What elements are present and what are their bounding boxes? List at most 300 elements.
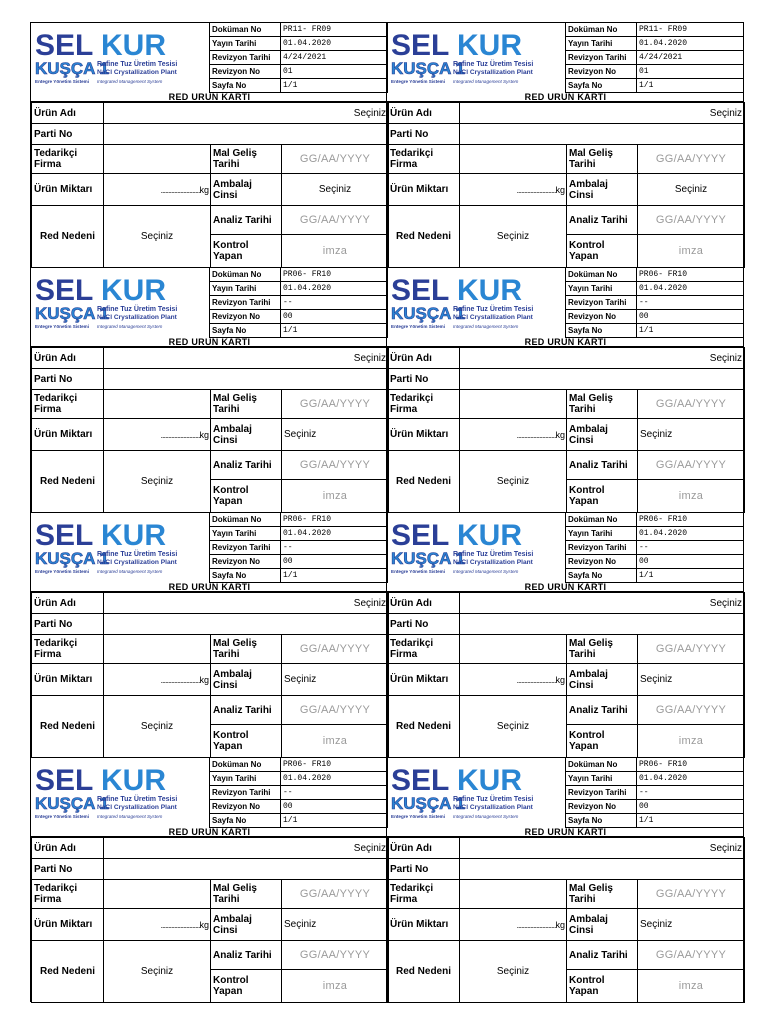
sayfa-no-label: Sayfa No bbox=[566, 569, 637, 583]
svg-text:Rafine Tuz Üretim Tesisi: Rafine Tuz Üretim Tesisi bbox=[453, 306, 534, 313]
red-urun-card bbox=[30, 267, 387, 512]
svg-text:Rafine Tuz Üretim Tesisi: Rafine Tuz Üretim Tesisi bbox=[97, 306, 178, 313]
parti-no-label: Parti No bbox=[32, 369, 104, 390]
yayin-tarihi-value: 01.04.2020 bbox=[637, 772, 744, 786]
card-title: RED URUN KARTI bbox=[31, 827, 388, 837]
red-urun-card bbox=[30, 512, 387, 757]
revizyon-no-label: Revizyon No bbox=[210, 65, 281, 79]
revizyon-no-label: Revizyon No bbox=[210, 555, 281, 569]
tedarikci-firma-field[interactable] bbox=[460, 635, 567, 664]
red-nedeni-label: Red Nedeni bbox=[388, 206, 460, 268]
revizyon-no-label: Revizyon No bbox=[210, 800, 281, 814]
dokuman-no-label: Doküman No bbox=[566, 23, 637, 37]
mal-gelis-tarihi-label: Mal Geliş Tarihi bbox=[567, 635, 638, 664]
revizyon-tarihi-label: Revizyon Tarihi bbox=[210, 541, 281, 555]
yayin-tarihi-value: 01.04.2020 bbox=[281, 772, 388, 786]
revizyon-tarihi-value: -- bbox=[281, 296, 388, 310]
svg-text:SEL: SEL bbox=[391, 520, 450, 552]
selkur-logo bbox=[31, 512, 209, 582]
ambalaj-cinsi-label: Ambalaj Cinsi bbox=[211, 174, 282, 206]
revizyon-no-value: 01 bbox=[637, 65, 744, 79]
svg-text:Integrated Management System: Integrated Management System bbox=[453, 79, 519, 84]
urun-miktari-field[interactable] bbox=[104, 909, 211, 941]
dotted-line: .......................... bbox=[160, 919, 200, 930]
urun-miktari-field[interactable] bbox=[460, 174, 567, 206]
mal-gelis-tarihi-label: Mal Geliş Tarihi bbox=[567, 880, 638, 909]
imza-field[interactable]: imza bbox=[638, 725, 745, 758]
tedarikci-firma-label: Tedarikçi Firma bbox=[32, 390, 104, 419]
document-info-table bbox=[209, 512, 388, 583]
revizyon-no-value: 00 bbox=[637, 555, 744, 569]
card-title: RED URUN KARTI bbox=[387, 92, 744, 102]
parti-no-field[interactable] bbox=[104, 124, 389, 145]
svg-text:NaCl Crystallization Plant: NaCl Crystallization Plant bbox=[97, 314, 177, 321]
svg-text:KUR: KUR bbox=[101, 30, 166, 62]
analiz-tarihi-field[interactable]: GG/AA/YYYY bbox=[638, 206, 745, 235]
svg-text:KUR: KUR bbox=[457, 520, 522, 552]
mal-gelis-tarihi-field[interactable]: GG/AA/YYYY bbox=[282, 390, 389, 419]
red-nedeni-select[interactable]: Seçiniz bbox=[104, 451, 211, 513]
mal-gelis-tarihi-field[interactable]: GG/AA/YYYY bbox=[638, 880, 745, 909]
dokuman-no-value: PR11- FR09 bbox=[281, 23, 388, 37]
yayin-tarihi-value: 01.04.2020 bbox=[637, 527, 744, 541]
kg-unit: kg bbox=[199, 429, 209, 440]
mal-gelis-tarihi-field[interactable]: GG/AA/YYYY bbox=[638, 635, 745, 664]
urun-miktari-label: Ürün Miktarı bbox=[32, 909, 104, 941]
revizyon-tarihi-label: Revizyon Tarihi bbox=[210, 786, 281, 800]
dokuman-no-value: PR11- FR09 bbox=[637, 23, 744, 37]
red-nedeni-select[interactable]: Seçiniz bbox=[104, 206, 211, 268]
svg-text:Rafine Tuz Üretim Tesisi: Rafine Tuz Üretim Tesisi bbox=[97, 551, 178, 558]
kg-unit: kg bbox=[555, 429, 565, 440]
selkur-logo bbox=[387, 267, 565, 337]
ambalaj-cinsi-select[interactable]: Seçiniz bbox=[638, 419, 745, 451]
mal-gelis-tarihi-field[interactable]: GG/AA/YYYY bbox=[282, 635, 389, 664]
analiz-tarihi-field[interactable]: GG/AA/YYYY bbox=[638, 451, 745, 480]
dokuman-no-value: PR06- FR10 bbox=[281, 758, 388, 772]
urun-miktari-field[interactable] bbox=[104, 419, 211, 451]
revizyon-tarihi-label: Revizyon Tarihi bbox=[566, 541, 637, 555]
mal-gelis-tarihi-field[interactable]: GG/AA/YYYY bbox=[282, 880, 389, 909]
kg-unit: kg bbox=[199, 674, 209, 685]
urun-adi-select[interactable]: Seçiniz bbox=[460, 593, 745, 614]
urun-adi-select[interactable]: Seçiniz bbox=[460, 348, 745, 369]
revizyon-tarihi-value: -- bbox=[281, 786, 388, 800]
svg-text:NaCl Crystallization Plant: NaCl Crystallization Plant bbox=[97, 804, 177, 811]
yayin-tarihi-value: 01.04.2020 bbox=[281, 37, 388, 51]
red-nedeni-select[interactable]: Seçiniz bbox=[460, 941, 567, 1003]
parti-no-label: Parti No bbox=[388, 614, 460, 635]
ambalaj-cinsi-select[interactable]: Seçiniz bbox=[638, 664, 745, 696]
urun-miktari-field[interactable] bbox=[460, 419, 567, 451]
yayin-tarihi-label: Yayın Tarihi bbox=[210, 37, 281, 51]
urun-adi-label: Ürün Adı bbox=[32, 348, 104, 369]
parti-no-field[interactable] bbox=[460, 614, 745, 635]
sayfa-no-label: Sayfa No bbox=[566, 814, 637, 828]
kg-unit: kg bbox=[555, 184, 565, 195]
svg-text:Rafine Tuz Üretim Tesisi: Rafine Tuz Üretim Tesisi bbox=[97, 61, 178, 68]
dokuman-no-value: PR06- FR10 bbox=[281, 268, 388, 282]
kg-unit: kg bbox=[555, 919, 565, 930]
tedarikci-firma-field[interactable] bbox=[104, 390, 211, 419]
document-info-table bbox=[209, 757, 388, 828]
parti-no-label: Parti No bbox=[388, 369, 460, 390]
yayin-tarihi-value: 01.04.2020 bbox=[637, 282, 744, 296]
ambalaj-cinsi-select[interactable]: Seçiniz bbox=[638, 174, 745, 206]
sayfa-no-value: 1/1 bbox=[637, 324, 744, 338]
sayfa-no-value: 1/1 bbox=[281, 569, 388, 583]
svg-text:Entegre Yönetim Sistemi: Entegre Yönetim Sistemi bbox=[35, 324, 90, 329]
svg-text:SEL: SEL bbox=[391, 765, 450, 797]
yayin-tarihi-label: Yayın Tarihi bbox=[566, 37, 637, 51]
svg-text:NaCl Crystallization Plant: NaCl Crystallization Plant bbox=[453, 69, 533, 76]
urun-adi-label: Ürün Adı bbox=[388, 103, 460, 124]
red-urun-form bbox=[31, 592, 389, 758]
svg-text:Integrated Management System: Integrated Management System bbox=[453, 569, 519, 574]
mal-gelis-tarihi-label: Mal Geliş Tarihi bbox=[211, 390, 282, 419]
parti-no-field[interactable] bbox=[104, 614, 389, 635]
analiz-tarihi-label: Analiz Tarihi bbox=[211, 696, 282, 725]
analiz-tarihi-field[interactable]: GG/AA/YYYY bbox=[282, 451, 389, 480]
revizyon-tarihi-value: -- bbox=[637, 541, 744, 555]
red-nedeni-select[interactable]: Seçiniz bbox=[104, 696, 211, 758]
card-title: RED URUN KARTI bbox=[387, 582, 744, 592]
card-header bbox=[387, 22, 744, 92]
kontrol-yapan-label: Kontrol Yapan bbox=[567, 970, 638, 1003]
svg-text:Integrated Management System: Integrated Management System bbox=[97, 569, 163, 574]
dokuman-no-label: Doküman No bbox=[210, 23, 281, 37]
analiz-tarihi-label: Analiz Tarihi bbox=[567, 696, 638, 725]
svg-text:KUŞÇA 1: KUŞÇA 1 bbox=[35, 304, 109, 323]
urun-miktari-label: Ürün Miktarı bbox=[32, 419, 104, 451]
imza-field[interactable]: imza bbox=[282, 725, 389, 758]
mal-gelis-tarihi-field[interactable]: GG/AA/YYYY bbox=[638, 145, 745, 174]
red-nedeni-label: Red Nedeni bbox=[388, 941, 460, 1003]
sayfa-no-label: Sayfa No bbox=[566, 79, 637, 93]
dokuman-no-label: Doküman No bbox=[210, 268, 281, 282]
imza-field[interactable]: imza bbox=[282, 970, 389, 1003]
dokuman-no-value: PR06- FR10 bbox=[281, 513, 388, 527]
tedarikci-firma-field[interactable] bbox=[460, 880, 567, 909]
card-row bbox=[30, 22, 744, 267]
svg-text:KUŞÇA 1: KUŞÇA 1 bbox=[35, 59, 109, 78]
document-info-table bbox=[565, 512, 744, 583]
analiz-tarihi-field[interactable]: GG/AA/YYYY bbox=[282, 696, 389, 725]
ambalaj-cinsi-select[interactable]: Seçiniz bbox=[282, 174, 389, 206]
svg-text:KUŞÇA 1: KUŞÇA 1 bbox=[35, 794, 109, 813]
dotted-line: .......................... bbox=[516, 429, 556, 440]
imza-field[interactable]: imza bbox=[282, 480, 389, 513]
imza-field[interactable]: imza bbox=[282, 235, 389, 268]
tedarikci-firma-label: Tedarikçi Firma bbox=[388, 635, 460, 664]
ambalaj-cinsi-label: Ambalaj Cinsi bbox=[211, 419, 282, 451]
svg-text:SEL: SEL bbox=[35, 765, 94, 797]
revizyon-no-value: 00 bbox=[637, 310, 744, 324]
card-header bbox=[31, 757, 388, 827]
red-urun-card bbox=[387, 512, 744, 757]
urun-miktari-field[interactable] bbox=[460, 664, 567, 696]
document-info-table bbox=[565, 757, 744, 828]
dotted-line: .......................... bbox=[516, 674, 556, 685]
parti-no-label: Parti No bbox=[388, 124, 460, 145]
revizyon-no-label: Revizyon No bbox=[210, 310, 281, 324]
tedarikci-firma-field[interactable] bbox=[104, 880, 211, 909]
analiz-tarihi-field[interactable]: GG/AA/YYYY bbox=[638, 941, 745, 970]
revizyon-tarihi-value: 4/24/2021 bbox=[281, 51, 388, 65]
mal-gelis-tarihi-label: Mal Geliş Tarihi bbox=[211, 635, 282, 664]
tedarikci-firma-label: Tedarikçi Firma bbox=[32, 145, 104, 174]
yayin-tarihi-label: Yayın Tarihi bbox=[210, 282, 281, 296]
analiz-tarihi-label: Analiz Tarihi bbox=[567, 206, 638, 235]
sayfa-no-value: 1/1 bbox=[637, 814, 744, 828]
urun-adi-label: Ürün Adı bbox=[388, 348, 460, 369]
red-urun-card bbox=[30, 757, 387, 1002]
svg-text:Integrated Management System: Integrated Management System bbox=[97, 324, 163, 329]
revizyon-no-value: 00 bbox=[637, 800, 744, 814]
svg-text:SEL: SEL bbox=[35, 30, 94, 62]
red-nedeni-select[interactable]: Seçiniz bbox=[460, 206, 567, 268]
sayfa-no-value: 1/1 bbox=[281, 79, 388, 93]
dotted-line: .......................... bbox=[516, 184, 556, 195]
analiz-tarihi-field[interactable]: GG/AA/YYYY bbox=[638, 696, 745, 725]
red-nedeni-select[interactable]: Seçiniz bbox=[104, 941, 211, 1003]
svg-text:Rafine Tuz Üretim Tesisi: Rafine Tuz Üretim Tesisi bbox=[453, 796, 534, 803]
svg-text:NaCl Crystallization Plant: NaCl Crystallization Plant bbox=[97, 69, 177, 76]
mal-gelis-tarihi-label: Mal Geliş Tarihi bbox=[211, 145, 282, 174]
svg-text:KUŞÇA 1: KUŞÇA 1 bbox=[391, 794, 465, 813]
tedarikci-firma-label: Tedarikçi Firma bbox=[32, 635, 104, 664]
yayin-tarihi-label: Yayın Tarihi bbox=[566, 527, 637, 541]
mal-gelis-tarihi-label: Mal Geliş Tarihi bbox=[211, 880, 282, 909]
revizyon-tarihi-value: -- bbox=[281, 541, 388, 555]
imza-field[interactable]: imza bbox=[638, 480, 745, 513]
urun-miktari-label: Ürün Miktarı bbox=[388, 664, 460, 696]
urun-adi-select[interactable]: Seçiniz bbox=[104, 838, 389, 859]
revizyon-no-label: Revizyon No bbox=[566, 310, 637, 324]
yayin-tarihi-label: Yayın Tarihi bbox=[566, 772, 637, 786]
revizyon-tarihi-value: 4/24/2021 bbox=[637, 51, 744, 65]
ambalaj-cinsi-select[interactable]: Seçiniz bbox=[282, 419, 389, 451]
red-urun-form bbox=[387, 592, 745, 758]
kontrol-yapan-label: Kontrol Yapan bbox=[211, 970, 282, 1003]
analiz-tarihi-label: Analiz Tarihi bbox=[567, 451, 638, 480]
parti-no-label: Parti No bbox=[32, 859, 104, 880]
svg-text:SEL: SEL bbox=[35, 520, 94, 552]
kontrol-yapan-label: Kontrol Yapan bbox=[567, 725, 638, 758]
red-urun-form bbox=[31, 837, 389, 1003]
sayfa-no-label: Sayfa No bbox=[210, 324, 281, 338]
red-urun-card bbox=[387, 267, 744, 512]
yayin-tarihi-value: 01.04.2020 bbox=[281, 282, 388, 296]
selkur-logo bbox=[31, 757, 209, 827]
kontrol-yapan-label: Kontrol Yapan bbox=[211, 235, 282, 268]
imza-field[interactable]: imza bbox=[638, 970, 745, 1003]
dokuman-no-label: Doküman No bbox=[210, 513, 281, 527]
svg-text:Rafine Tuz Üretim Tesisi: Rafine Tuz Üretim Tesisi bbox=[97, 796, 178, 803]
document-info-table bbox=[565, 22, 744, 93]
urun-adi-select[interactable]: Seçiniz bbox=[104, 103, 389, 124]
urun-miktari-label: Ürün Miktarı bbox=[388, 174, 460, 206]
analiz-tarihi-label: Analiz Tarihi bbox=[211, 941, 282, 970]
revizyon-tarihi-label: Revizyon Tarihi bbox=[566, 786, 637, 800]
tedarikci-firma-field[interactable] bbox=[460, 145, 567, 174]
urun-miktari-label: Ürün Miktarı bbox=[388, 909, 460, 941]
mal-gelis-tarihi-field[interactable]: GG/AA/YYYY bbox=[638, 390, 745, 419]
urun-adi-label: Ürün Adı bbox=[32, 593, 104, 614]
sayfa-no-label: Sayfa No bbox=[566, 324, 637, 338]
red-nedeni-label: Red Nedeni bbox=[32, 941, 104, 1003]
red-urun-card bbox=[30, 22, 387, 267]
ambalaj-cinsi-select[interactable]: Seçiniz bbox=[282, 909, 389, 941]
yayin-tarihi-label: Yayın Tarihi bbox=[210, 527, 281, 541]
card-row bbox=[30, 267, 744, 512]
imza-field[interactable]: imza bbox=[638, 235, 745, 268]
svg-text:Entegre Yönetim Sistemi: Entegre Yönetim Sistemi bbox=[391, 324, 446, 329]
red-urun-form bbox=[387, 837, 745, 1003]
card-header bbox=[387, 267, 744, 337]
yayin-tarihi-label: Yayın Tarihi bbox=[210, 772, 281, 786]
dokuman-no-value: PR06- FR10 bbox=[637, 268, 744, 282]
svg-text:KUŞÇA 1: KUŞÇA 1 bbox=[391, 59, 465, 78]
card-title: RED URUN KARTI bbox=[31, 92, 388, 102]
kontrol-yapan-label: Kontrol Yapan bbox=[211, 725, 282, 758]
revizyon-tarihi-value: -- bbox=[637, 296, 744, 310]
urun-miktari-field[interactable] bbox=[460, 909, 567, 941]
document-info-table bbox=[209, 267, 388, 338]
red-urun-form bbox=[387, 347, 745, 513]
card-header bbox=[31, 22, 388, 92]
ambalaj-cinsi-label: Ambalaj Cinsi bbox=[211, 909, 282, 941]
urun-miktari-label: Ürün Miktarı bbox=[32, 664, 104, 696]
svg-text:Integrated Management System: Integrated Management System bbox=[453, 814, 519, 819]
red-nedeni-select[interactable]: Seçiniz bbox=[460, 451, 567, 513]
svg-text:Integrated Management System: Integrated Management System bbox=[97, 814, 163, 819]
svg-text:Integrated Management System: Integrated Management System bbox=[453, 324, 519, 329]
revizyon-tarihi-label: Revizyon Tarihi bbox=[210, 51, 281, 65]
kg-unit: kg bbox=[199, 184, 209, 195]
dokuman-no-label: Doküman No bbox=[566, 513, 637, 527]
dotted-line: .......................... bbox=[160, 674, 200, 685]
dokuman-no-label: Doküman No bbox=[566, 268, 637, 282]
mal-gelis-tarihi-field[interactable]: GG/AA/YYYY bbox=[282, 145, 389, 174]
red-nedeni-label: Red Nedeni bbox=[32, 206, 104, 268]
urun-adi-select[interactable]: Seçiniz bbox=[104, 348, 389, 369]
revizyon-no-label: Revizyon No bbox=[566, 555, 637, 569]
svg-text:Entegre Yönetim Sistemi: Entegre Yönetim Sistemi bbox=[35, 79, 90, 84]
kontrol-yapan-label: Kontrol Yapan bbox=[211, 480, 282, 513]
svg-text:NaCl Crystallization Plant: NaCl Crystallization Plant bbox=[453, 804, 533, 811]
parti-no-field[interactable] bbox=[104, 369, 389, 390]
urun-adi-select[interactable]: Seçiniz bbox=[104, 593, 389, 614]
revizyon-no-value: 00 bbox=[281, 800, 388, 814]
card-header bbox=[31, 267, 388, 337]
svg-text:NaCl Crystallization Plant: NaCl Crystallization Plant bbox=[97, 559, 177, 566]
ambalaj-cinsi-label: Ambalaj Cinsi bbox=[567, 909, 638, 941]
urun-adi-label: Ürün Adı bbox=[32, 838, 104, 859]
svg-text:KUR: KUR bbox=[101, 520, 166, 552]
parti-no-label: Parti No bbox=[388, 859, 460, 880]
svg-text:SEL: SEL bbox=[391, 30, 450, 62]
urun-adi-select[interactable]: Seçiniz bbox=[460, 838, 745, 859]
urun-miktari-label: Ürün Miktarı bbox=[32, 174, 104, 206]
urun-adi-label: Ürün Adı bbox=[32, 103, 104, 124]
mal-gelis-tarihi-label: Mal Geliş Tarihi bbox=[567, 390, 638, 419]
svg-text:Entegre Yönetim Sistemi: Entegre Yönetim Sistemi bbox=[391, 814, 446, 819]
red-nedeni-select[interactable]: Seçiniz bbox=[460, 696, 567, 758]
red-nedeni-label: Red Nedeni bbox=[32, 696, 104, 758]
parti-no-field[interactable] bbox=[460, 124, 745, 145]
document-info-table bbox=[565, 267, 744, 338]
ambalaj-cinsi-label: Ambalaj Cinsi bbox=[567, 419, 638, 451]
selkur-logo bbox=[387, 22, 565, 92]
parti-no-field[interactable] bbox=[460, 369, 745, 390]
sayfa-no-value: 1/1 bbox=[637, 79, 744, 93]
card-row bbox=[30, 757, 744, 1002]
svg-text:KUR: KUR bbox=[457, 30, 522, 62]
urun-miktari-field[interactable] bbox=[104, 664, 211, 696]
svg-text:Rafine Tuz Üretim Tesisi: Rafine Tuz Üretim Tesisi bbox=[453, 61, 534, 68]
revizyon-tarihi-label: Revizyon Tarihi bbox=[210, 296, 281, 310]
analiz-tarihi-field[interactable]: GG/AA/YYYY bbox=[282, 206, 389, 235]
svg-text:Entegre Yönetim Sistemi: Entegre Yönetim Sistemi bbox=[35, 569, 90, 574]
urun-miktari-field[interactable] bbox=[104, 174, 211, 206]
tedarikci-firma-field[interactable] bbox=[104, 145, 211, 174]
revizyon-no-label: Revizyon No bbox=[566, 800, 637, 814]
card-header bbox=[31, 512, 388, 582]
card-header bbox=[387, 512, 744, 582]
red-urun-form bbox=[387, 102, 745, 268]
sayfa-no-label: Sayfa No bbox=[210, 814, 281, 828]
svg-text:NaCl Crystallization Plant: NaCl Crystallization Plant bbox=[453, 559, 533, 566]
ambalaj-cinsi-label: Ambalaj Cinsi bbox=[567, 174, 638, 206]
sayfa-no-label: Sayfa No bbox=[210, 79, 281, 93]
ambalaj-cinsi-select[interactable]: Seçiniz bbox=[282, 664, 389, 696]
revizyon-tarihi-value: -- bbox=[637, 786, 744, 800]
dotted-line: .......................... bbox=[160, 184, 200, 195]
tedarikci-firma-field[interactable] bbox=[460, 390, 567, 419]
yayin-tarihi-value: 01.04.2020 bbox=[281, 527, 388, 541]
svg-text:Entegre Yönetim Sistemi: Entegre Yönetim Sistemi bbox=[35, 814, 90, 819]
card-title: RED URUN KARTI bbox=[31, 337, 388, 347]
dokuman-no-value: PR06- FR10 bbox=[637, 758, 744, 772]
parti-no-field[interactable] bbox=[460, 859, 745, 880]
red-nedeni-label: Red Nedeni bbox=[388, 696, 460, 758]
svg-text:KUŞÇA 1: KUŞÇA 1 bbox=[35, 549, 109, 568]
red-nedeni-label: Red Nedeni bbox=[388, 451, 460, 513]
sayfa-no-value: 1/1 bbox=[281, 324, 388, 338]
svg-text:SEL: SEL bbox=[35, 275, 94, 307]
kg-unit: kg bbox=[199, 919, 209, 930]
yayin-tarihi-value: 01.04.2020 bbox=[637, 37, 744, 51]
analiz-tarihi-field[interactable]: GG/AA/YYYY bbox=[282, 941, 389, 970]
red-nedeni-label: Red Nedeni bbox=[32, 451, 104, 513]
tedarikci-firma-label: Tedarikçi Firma bbox=[32, 880, 104, 909]
urun-adi-select[interactable]: Seçiniz bbox=[460, 103, 745, 124]
ambalaj-cinsi-select[interactable]: Seçiniz bbox=[638, 909, 745, 941]
kontrol-yapan-label: Kontrol Yapan bbox=[567, 480, 638, 513]
tedarikci-firma-field[interactable] bbox=[104, 635, 211, 664]
sayfa-no-value: 1/1 bbox=[637, 569, 744, 583]
tedarikci-firma-label: Tedarikçi Firma bbox=[388, 880, 460, 909]
svg-text:Rafine Tuz Üretim Tesisi: Rafine Tuz Üretim Tesisi bbox=[453, 551, 534, 558]
dokuman-no-label: Doküman No bbox=[566, 758, 637, 772]
analiz-tarihi-label: Analiz Tarihi bbox=[567, 941, 638, 970]
parti-no-field[interactable] bbox=[104, 859, 389, 880]
card-title: RED URUN KARTI bbox=[387, 337, 744, 347]
red-urun-form bbox=[31, 102, 389, 268]
card-title: RED URUN KARTI bbox=[387, 827, 744, 837]
revizyon-tarihi-label: Revizyon Tarihi bbox=[566, 51, 637, 65]
